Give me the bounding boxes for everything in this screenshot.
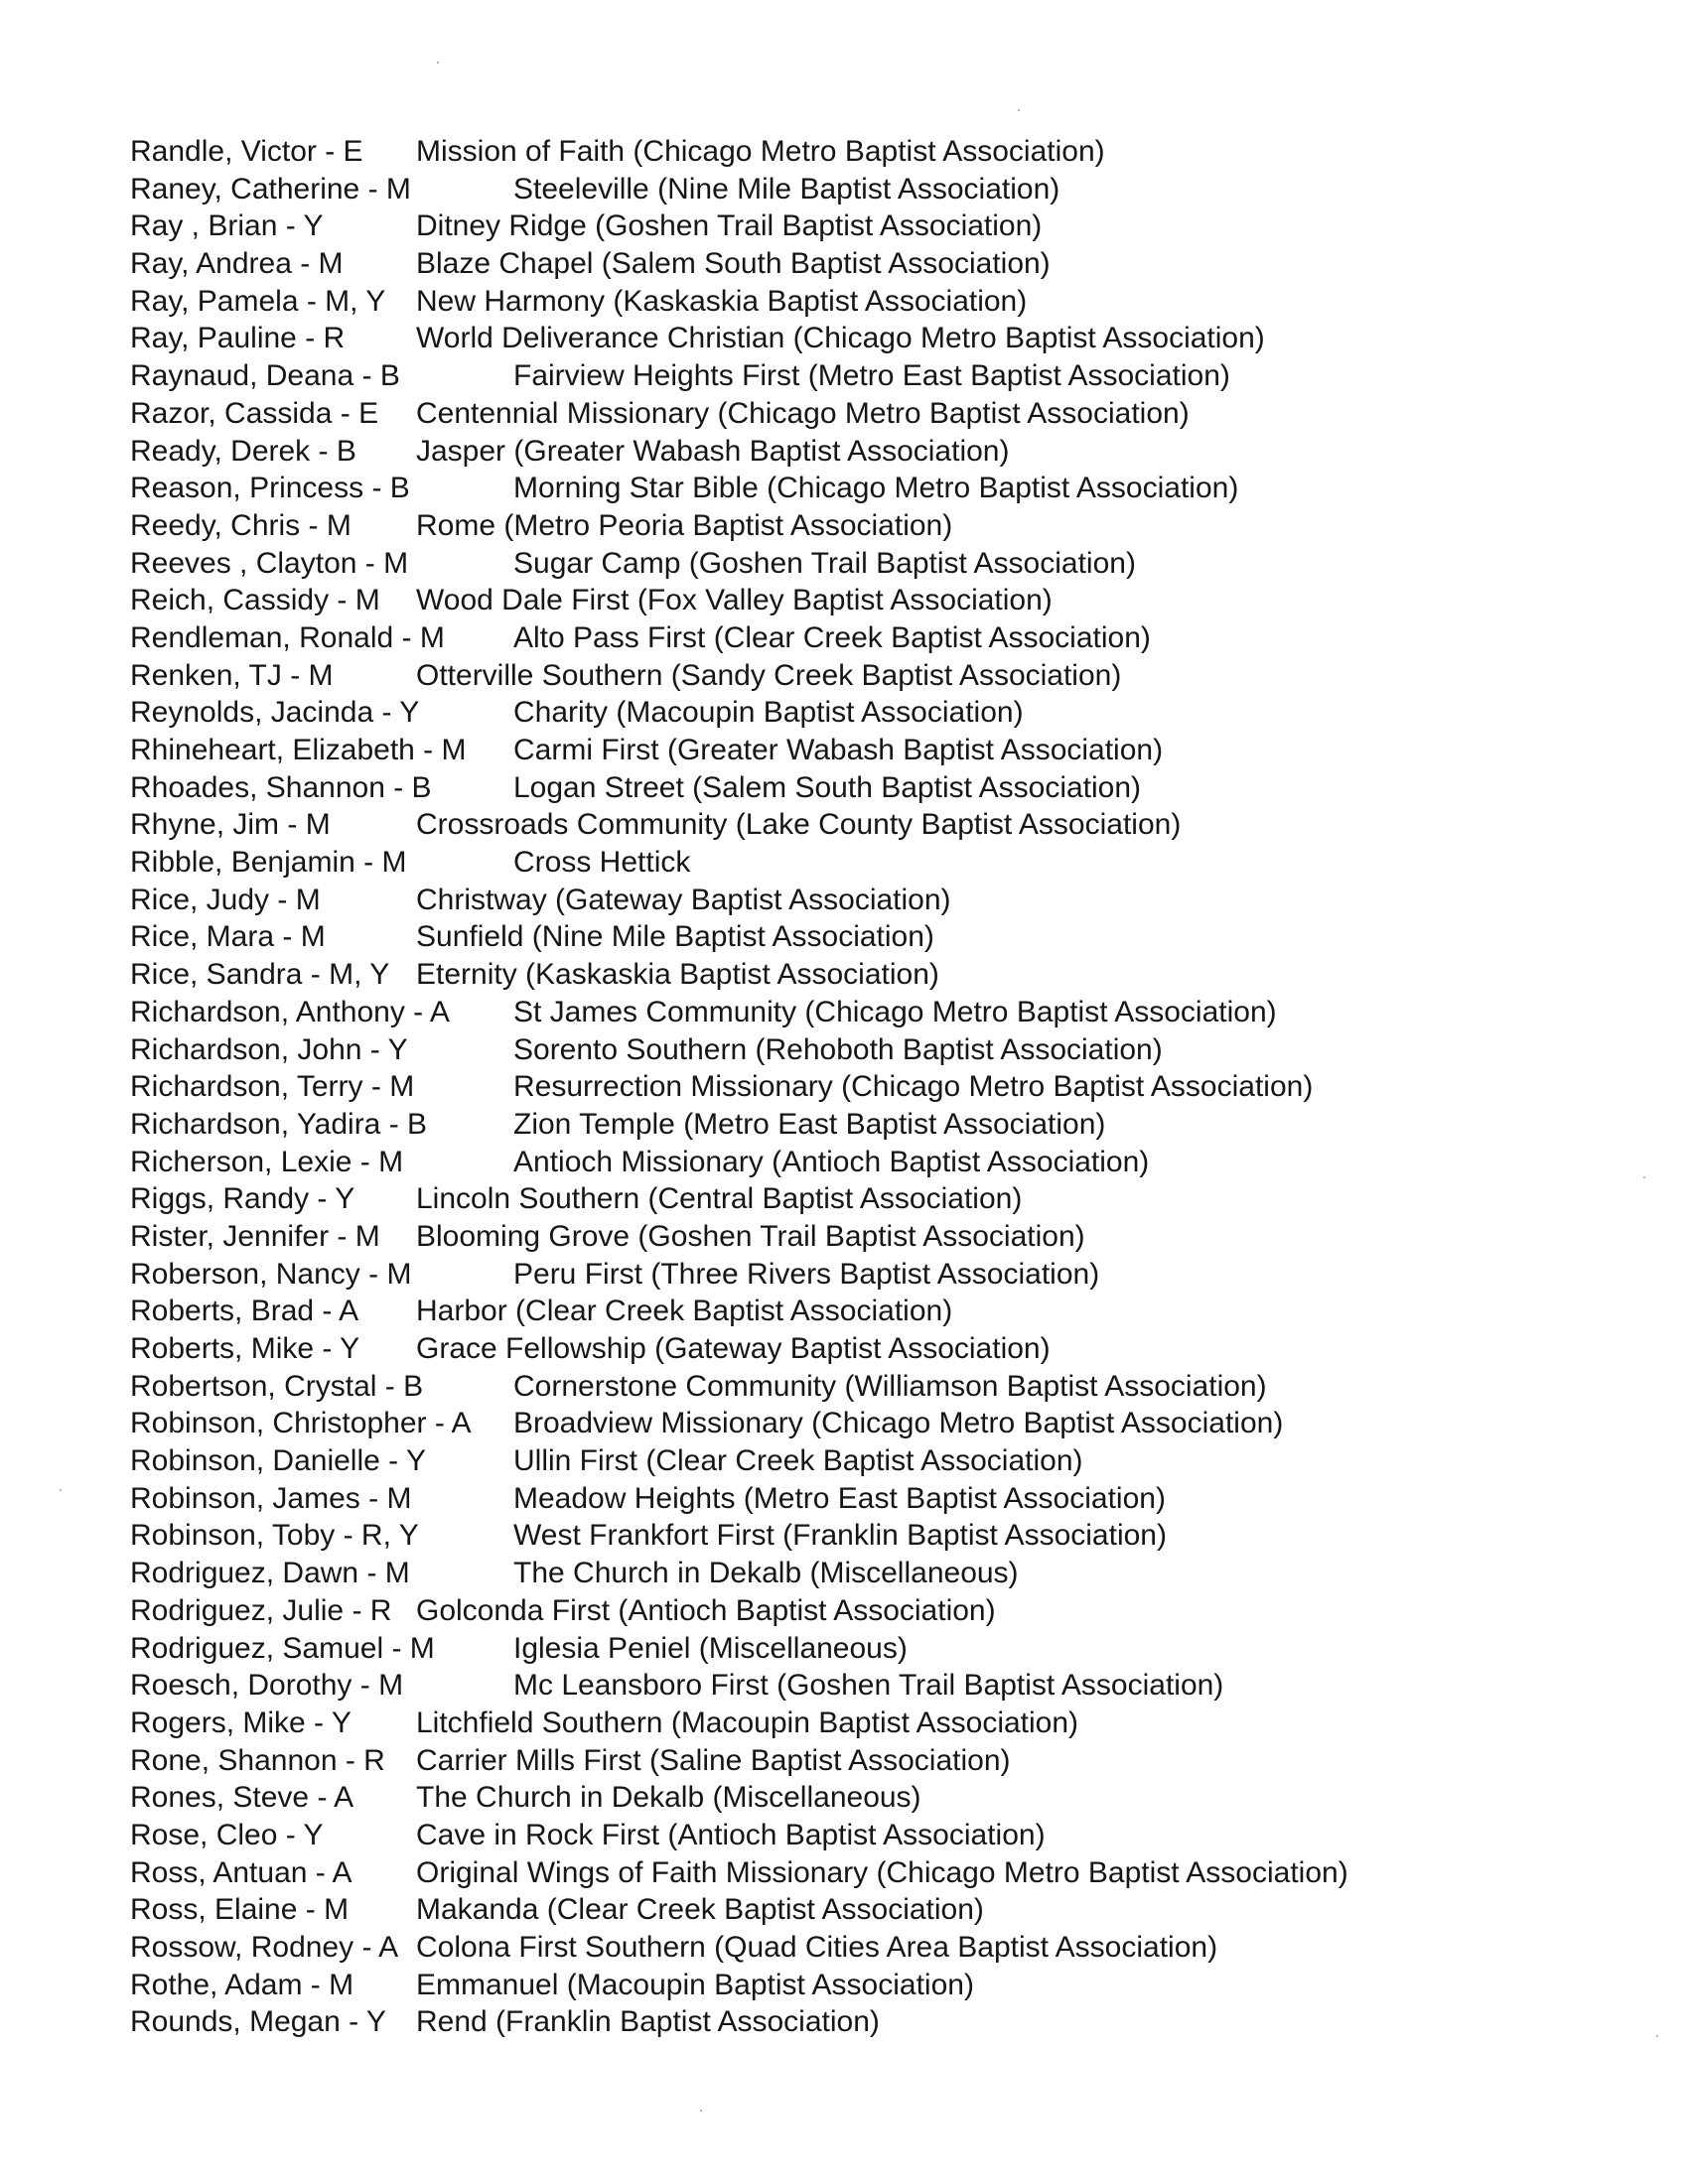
church-association: Carrier Mills First (Saline Baptist Association) [416,1743,1011,1777]
member-name: Reeves , Clayton - M [130,546,409,580]
member-name: Richardson, John - Y [130,1032,408,1066]
church-association: Cross Hettick [513,846,691,880]
member-name: Robinson, Toby - R, Y [130,1519,419,1553]
church-association: Mc Leansboro First (Goshen Trail Baptist Association) [513,1669,1224,1703]
church-association: Steeleville (Nine Mile Baptist Association) [513,172,1060,205]
member-name: Ray, Pauline - R [130,322,346,355]
roster-entry [130,1667,1620,1705]
church-association: Blaze Chapel (Salem South Baptist Association) [416,247,1051,281]
church-association: Charity (Macoupin Baptist Association) [513,696,1024,730]
church-association: Broadview Missionary (Chicago Metro Baptist Association) [513,1407,1284,1440]
roster-entry [130,1293,1620,1330]
member-name: Riggs, Randy - Y [130,1182,355,1216]
church-association: Original Wings of Faith Missionary (Chicago Metro Baptist Association) [416,1855,1348,1889]
roster-entry [130,1405,1620,1442]
church-association: Christway (Gateway Baptist Association) [416,883,951,916]
church-association: The Church in Dekalb (Miscellaneous) [416,1781,921,1815]
church-association: Resurrection Missionary (Chicago Metro Baptist Association) [513,1070,1314,1104]
roster-entry [130,806,1620,844]
member-name: Ross, Elaine - M [130,1893,350,1927]
roster-entry [130,1330,1620,1368]
member-name: Roesch, Dorothy - M [130,1669,404,1703]
church-association: Carmi First (Greater Wabash Baptist Association) [513,734,1164,766]
member-name: Roberts, Mike - Y [130,1332,360,1365]
church-association: Ullin First (Clear Creek Baptist Association) [513,1444,1083,1478]
member-name: Raynaud, Deana - B [130,359,400,393]
church-association: Iglesia Peniel (Miscellaneous) [513,1631,908,1665]
roster-entry [130,1742,1620,1780]
roster-entry [130,171,1620,208]
roster-entry [130,956,1620,994]
roster-entry [130,657,1620,695]
member-name: Ribble, Benjamin - M [130,846,407,880]
member-name: Rhoades, Shannon - B [130,770,432,804]
roster-entry [130,1031,1620,1069]
roster-entry [130,844,1620,882]
member-name: Rossow, Rodney - A [130,1931,399,1964]
church-association: Eternity (Kaskaskia Baptist Association) [416,958,939,992]
roster-entry [130,1218,1620,1256]
member-name: Rendleman, Ronald - M [130,620,445,654]
member-name: Reedy, Chris - M [130,508,352,542]
roster-entry [130,207,1620,245]
member-name: Richardson, Anthony - A [130,995,450,1028]
church-association: Sunfield (Nine Mile Baptist Association) [416,920,934,954]
scan-speck [60,1489,62,1491]
church-association: Cave in Rock First (Antioch Baptist Association) [416,1818,1046,1851]
roster-entry [130,694,1620,732]
scan-speck [1018,109,1020,111]
roster-entry [130,1180,1620,1218]
roster-entry [130,1555,1620,1592]
roster-entry [130,1817,1620,1854]
member-name: Rodriguez, Julie - R [130,1593,392,1627]
church-association: Alto Pass First (Clear Creek Baptist Association) [513,620,1151,654]
member-name: Rice, Mara - M [130,920,326,954]
member-roster [130,133,1620,2041]
church-association: Sugar Camp (Goshen Trail Baptist Association) [513,546,1136,580]
roster-entry [130,1480,1620,1518]
roster-entry [130,1592,1620,1630]
member-name: Rose, Cleo - Y [130,1818,324,1851]
roster-entry [130,320,1620,357]
roster-entry [130,545,1620,583]
member-name: Rice, Sandra - M, Y [130,958,390,992]
member-name: Rister, Jennifer - M [130,1219,380,1253]
church-association: Wood Dale First (Fox Valley Baptist Association) [416,584,1053,617]
member-name: Rhineheart, Elizabeth - M [130,734,467,766]
church-association: Harbor (Clear Creek Baptist Association) [416,1295,953,1328]
church-association: Sorento Southern (Rehoboth Baptist Association) [513,1032,1163,1066]
church-association: Cornerstone Community (Williamson Baptist Association) [513,1369,1267,1403]
roster-entry [130,994,1620,1031]
roster-entry [130,1068,1620,1106]
church-association: Rome (Metro Peoria Baptist Association) [416,508,953,542]
member-name: Reynolds, Jacinda - Y [130,696,420,730]
member-name: Robertson, Crystal - B [130,1369,424,1403]
roster-entry [130,245,1620,283]
roster-entry [130,507,1620,545]
church-association: Fairview Heights First (Metro East Baptist Association) [513,359,1230,393]
scan-speck [437,62,439,64]
church-association: Logan Street (Salem South Baptist Association) [513,770,1142,804]
roster-entry [130,1705,1620,1742]
church-association: Lincoln Southern (Central Baptist Association) [416,1182,1023,1216]
member-name: Richardson, Yadira - B [130,1107,428,1141]
scan-speck [700,2110,702,2112]
scan-speck [1656,2035,1658,2037]
member-name: Robinson, Christopher - A [130,1407,472,1440]
member-name: Richardson, Terry - M [130,1070,415,1104]
church-association: Centennial Missionary (Chicago Metro Baptist Association) [416,396,1190,430]
member-name: Rogers, Mike - Y [130,1706,352,1739]
member-name: Roberson, Nancy - M [130,1257,412,1291]
member-name: Reason, Princess - B [130,472,410,505]
roster-entry [130,1630,1620,1668]
church-association: Mission of Faith (Chicago Metro Baptist Association) [416,135,1105,168]
church-association: New Harmony (Kaskaskia Baptist Association) [416,284,1028,318]
roster-entry [130,1442,1620,1480]
member-name: Reich, Cassidy - M [130,584,380,617]
member-name: Ross, Antuan - A [130,1855,352,1889]
roster-entry [130,395,1620,433]
church-association: Blooming Grove (Goshen Trail Baptist Association) [416,1219,1085,1253]
church-association: Ditney Ridge (Goshen Trail Baptist Association) [416,209,1043,243]
roster-entry [130,582,1620,619]
roster-entry [130,1854,1620,1892]
roster-entry [130,133,1620,171]
church-association: Rend (Franklin Baptist Association) [416,2005,880,2039]
church-association: Zion Temple (Metro East Baptist Association) [513,1107,1106,1141]
member-name: Rounds, Megan - Y [130,2005,386,2039]
member-name: Roberts, Brad - A [130,1295,359,1328]
member-name: Robinson, James - M [130,1481,412,1515]
roster-entry [130,1517,1620,1555]
roster-entry [130,882,1620,919]
roster-entry [130,1967,1620,2004]
member-name: Rhyne, Jim - M [130,808,331,842]
church-association: Otterville Southern (Sandy Creek Baptist Association) [416,658,1122,692]
church-association: Emmanuel (Macoupin Baptist Association) [416,1968,974,2001]
member-name: Renken, TJ - M [130,658,334,692]
church-association: Morning Star Bible (Chicago Metro Baptist Association) [513,472,1239,505]
church-association: St James Community (Chicago Metro Baptist Association) [513,995,1277,1028]
roster-entry [130,357,1620,395]
church-association: Colona First Southern (Quad Cities Area Baptist Association) [416,1931,1218,1964]
church-association: Jasper (Greater Wabash Baptist Association) [416,434,1010,468]
church-association: Meadow Heights (Metro East Baptist Association) [513,1481,1166,1515]
church-association: Grace Fellowship (Gateway Baptist Association) [416,1332,1051,1365]
member-name: Razor, Cassida - E [130,396,379,430]
church-association: West Frankfort First (Franklin Baptist Association) [513,1519,1167,1553]
member-name: Robinson, Danielle - Y [130,1444,426,1478]
member-name: Rones, Steve - A [130,1781,354,1815]
roster-entry [130,732,1620,769]
church-association: Litchfield Southern (Macoupin Baptist Association) [416,1706,1079,1739]
church-association: Crossroads Community (Lake County Baptist Association) [416,808,1182,842]
roster-entry [130,1779,1620,1817]
member-name: Rodriguez, Samuel - M [130,1631,435,1665]
church-association: Makanda (Clear Creek Baptist Association) [416,1893,984,1927]
member-name: Ray, Pamela - M, Y [130,284,386,318]
roster-entry [130,1368,1620,1406]
roster-entry [130,1106,1620,1144]
member-name: Richerson, Lexie - M [130,1145,404,1178]
scan-speck [1643,1176,1645,1178]
member-name: Raney, Catherine - M [130,172,411,205]
roster-entry [130,433,1620,471]
member-name: Rone, Shannon - R [130,1743,385,1777]
roster-entry [130,470,1620,507]
roster-entry [130,619,1620,657]
roster-entry [130,1929,1620,1967]
roster-entry [130,769,1620,807]
roster-entry [130,283,1620,321]
church-association: The Church in Dekalb (Miscellaneous) [513,1557,1019,1590]
member-name: Rice, Judy - M [130,883,321,916]
church-association: World Deliverance Christian (Chicago Metro Baptist Association) [416,322,1265,355]
church-association: Golconda First (Antioch Baptist Association) [416,1593,996,1627]
member-name: Rothe, Adam - M [130,1968,354,2001]
church-association: Antioch Missionary (Antioch Baptist Association) [513,1145,1150,1178]
roster-entry [130,1256,1620,1294]
roster-entry [130,918,1620,956]
church-association: Peru First (Three Rivers Baptist Association) [513,1257,1100,1291]
member-name: Ray, Andrea - M [130,247,344,281]
member-name: Ray , Brian - Y [130,209,324,243]
member-name: Randle, Victor - E [130,135,363,168]
roster-entry [130,2003,1620,2041]
member-name: Ready, Derek - B [130,434,356,468]
roster-entry [130,1891,1620,1929]
roster-entry [130,1144,1620,1181]
member-name: Rodriguez, Dawn - M [130,1557,410,1590]
